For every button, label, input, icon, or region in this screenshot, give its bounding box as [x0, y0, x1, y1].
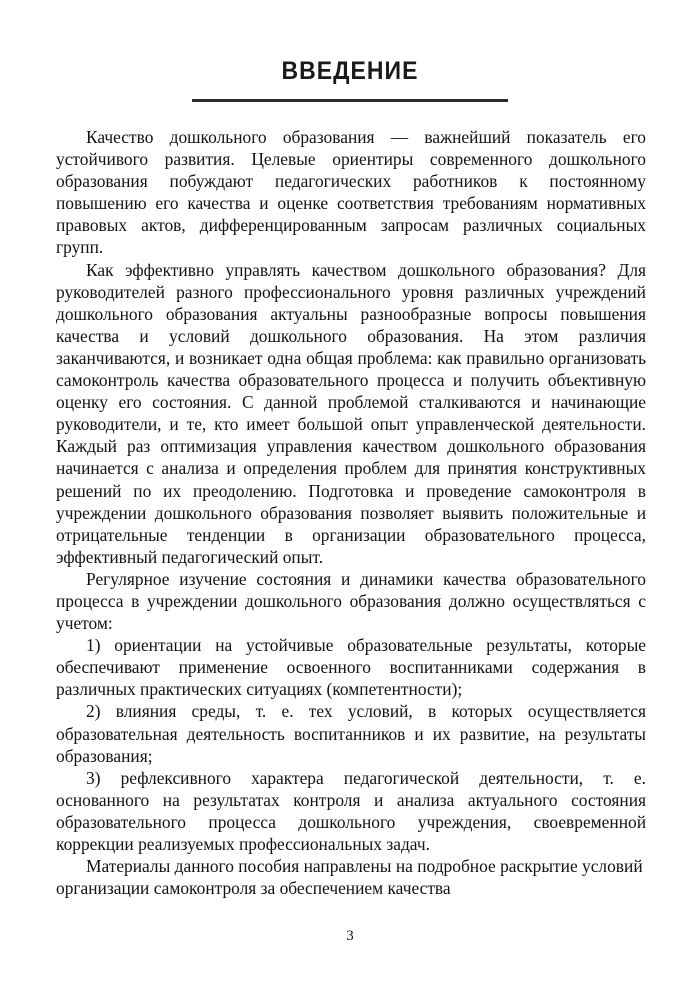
page-title: ВВЕДЕНИЕ	[281, 57, 419, 85]
page-number: 3	[346, 928, 354, 944]
paragraph-3: Регулярное изучение состояния и динамики качества образовательного процесса в учреждении дошкольного образования должно осуществляться с учетом:	[56, 568, 646, 634]
section-heading	[0, 58, 700, 102]
paragraph-4: Материалы данного пособия направлены на подробное раскрытие условий организации самоконтроля за обеспечением качества	[56, 856, 643, 899]
title-divider-rule	[192, 99, 508, 102]
list-item-1: 1) ориентации на устойчивые образовательные результаты, которые обеспечивают применение освоенного воспитанниками содержания в различных практических ситуациях (компетентности);	[56, 635, 646, 700]
list-item-3: 3) рефлексивного характера педагогической деятельности, т. е. основанного на результатах контроля и анализа актуального состояния образовательного процесса дошкольного учреждения, своевременной коррекции реализуемых профессиональных задач.	[56, 767, 646, 854]
paragraph-2: Как эффективно управлять качеством дошкольного образования? Для руководителей разного профессионального уровня различных учреждений дошкольного образования актуальны разнообразные вопросы повышения качества и условий дошкольного образования. На этом различия заканчиваются, и возникает одна общая проблема: как правильно организовать самоконтроль качества образовательного процесса и получить объективную оценку его состояния. С данной проблемой сталкиваются и начинающие руководители, и те, кто имеет большой опыт управленческой деятельности. Каждый раз оптимизация управления качеством дошкольного образования начинается с анализа и определения проблем для принятия конструктивных решений по их преодолению. Подготовка и проведение самоконтроля в учреждении дошкольного образования позволяет выявить положительные и отрицательные тенденции в организации образовательного процесса, эффективный педагогический опыт.	[56, 259, 646, 567]
body-text-column	[56, 126, 646, 899]
paragraph-1: Качество дошкольного образования — важнейший показатель его устойчивого развития. Целевые ориентиры современного дошкольного образования побуждают педагогических работников к постоянному повышению его качества и оценке соответствия требованиям нормативных правовых актов, дифференцированным запросам различных социальных групп.	[56, 127, 646, 258]
list-item-2: 2) влияния среды, т. е. тех условий, в которых осуществляется образовательная деятельность воспитанников и их развитие, на результаты образования;	[56, 701, 646, 766]
